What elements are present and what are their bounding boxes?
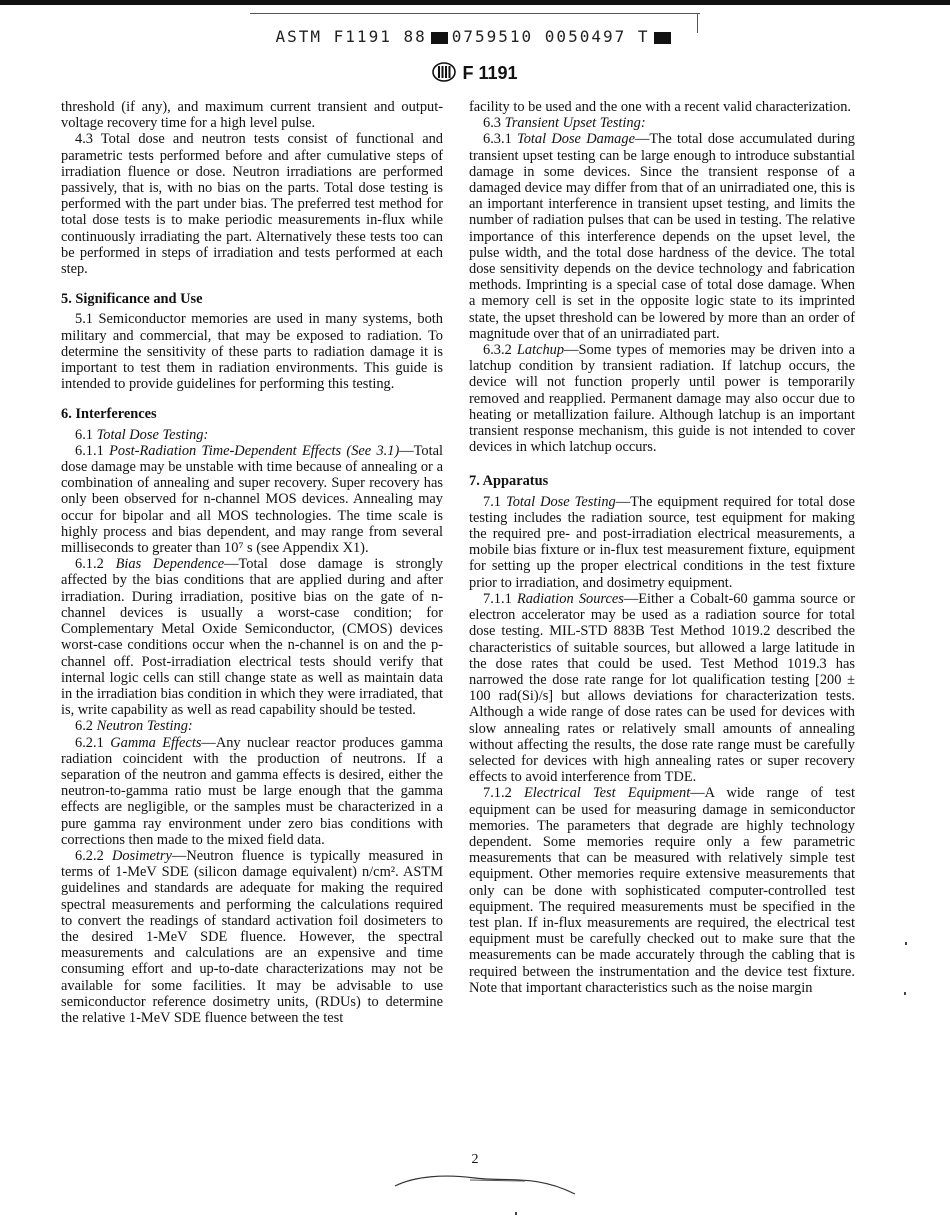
- scan-speck: [905, 942, 907, 945]
- subsection-title: Transient Upset Testing:: [504, 115, 646, 132]
- subsection-title: Latchup: [516, 342, 565, 359]
- subsection-text: —Neutron fluence is typically measured in terms of 1-MeV SDE (silicon damage equivalent) n/cm². ASTM guidelines and standards are adequate for making the required spectral measurements and performing the calculations required to convert the readings of standard activation foil dosimeters to the desired 1-MeV SDE fluence. However, the spectral measurements and calculations are an expensive and time consuming effort and up-to-date characterizations may not be available for some facilities. It may be advisable to use semiconductor reference dosimetry units, (RDUs) to determine the relative 1-MeV SDE fluence between the test: [61, 847, 443, 1026]
- subsection-paragraph: [61, 427, 443, 443]
- subsection-number: 6.2.2: [75, 847, 104, 864]
- subsection-text: —Any nuclear reactor produces gamma radiation coincident with the production of neutrons. If a separation of the neutron and gamma effects is desired, either the neutron-to-gamma ratio must be large enough that the gamma effects are negligible, or the samples must be characterized in a pure gamma ray environment under zero bias conditions with corrections then made to the mixed field data.: [61, 734, 443, 848]
- subsection-paragraph: [469, 342, 855, 455]
- standard-heading: [0, 62, 950, 84]
- document-code-part2: 0759510 0050497 T: [451, 27, 650, 46]
- subsection-paragraph: [61, 735, 443, 848]
- subsection-number: 7.1.1: [483, 590, 512, 607]
- document-code: [0, 27, 950, 46]
- top-border: [0, 0, 950, 5]
- subsection-text: —A wide range of test equipment can be used for measuring damage in semiconductor memories. The parameters that degrade are highly technology dependent. Some memories require only a few parametric measurements that can be measured with relatively simple test equipment. Other memories require extensive measurements that only can be done with sophisticated computer-controlled test equipment. The required measurements must be specified in the test plan. If in-flux measurements are required, the electrical test equipment must be carefully checked out to make sure that the measurements can be made accurately through the cabling that is required between the instrumentation and the device test fixture. Note that important characteristics such as the noise margin: [469, 785, 855, 996]
- subsection-title: Total Dose Damage: [517, 131, 635, 148]
- right-column: [469, 99, 855, 996]
- document-code-part1: ASTM F1191 88: [275, 27, 427, 46]
- pen-squiggle-mark: [385, 1168, 585, 1198]
- section-heading: 5. Significance and Use: [61, 291, 203, 308]
- header-rule: [250, 13, 700, 14]
- subsection-paragraph: [469, 131, 855, 342]
- subsection-text: —Either a Cobalt-60 gamma source or electron accelerator may be used as a radiation source for total dose testing. MIL-STD 883B Test Method 1019.2 described the characteristics of suitable sources, but allowed a large latitude in the dose rates that could be used. Test Method 1019.3 has narrowed the dose rate range for lot qualification testing [200 ± 100 rad(Si)/s] but allows deviations for characterization tests. Although a wide range of dose rates can be used for devices with slow annealing rates or relatively small amounts of annealing without affecting the results, the dose rate range must be carefully selected for devices with high annealing rates or super recovery effects to avoid interference from TDE.: [469, 590, 855, 786]
- subsection-number: 6.1: [75, 426, 93, 443]
- subsection-paragraph: [469, 591, 855, 785]
- subsection-title: Radiation Sources: [516, 590, 624, 607]
- subsection-paragraph: [61, 718, 443, 734]
- subsection-number: 6.1.2: [75, 556, 104, 573]
- subsection-number: 6.3: [483, 115, 501, 132]
- black-square-icon: [654, 32, 671, 44]
- subsection-title: Bias Dependence: [115, 556, 225, 573]
- subsection-paragraph: [469, 115, 855, 131]
- subsection-text: —The total dose accumulated during transient upset testing can be large enough to introduce substantial damage in some devices. Since the transient response of a damaged device may differ from that of an unirradiated one, this is an important interference in transient upset testing, and limits the number of radiation pulses that can be used in testing. The relative importance of this interference depends on the upset level, the pulse width, and the total dose hardness of the device. The total dose sensitivity depends on the device technology and fabrication methods. Imprinting is a special case of total dose damage. When a memory cell is set in the opposite logic state to its imprinted state, the upset threshold can be lowered by more than an order of magnitude over that of an unirradiated part.: [469, 131, 855, 342]
- scan-speck: [515, 1212, 517, 1215]
- subsection-number: 6.3.2: [483, 342, 512, 359]
- subsection-title: Total Dose Testing:: [96, 426, 209, 443]
- subsection-number: 6.1.1: [75, 442, 104, 459]
- page-number: 2: [471, 1152, 479, 1167]
- subsection-number: 6.3.1: [483, 131, 512, 148]
- paragraph: 4.3 Total dose and neutron tests consist of functional and parametric tests performed before and after cumulative steps of irradiation fluence or dose. Neutron irradiations are performed passively, that is, with no bias on the parts. Total dose testing is performed with the part under bias. The preferred test method for total dose tests is to make periodic measurements in-flux while continuously irradiating the part. Alternatively these tests too can be performed in steps of irradiation and tests performed at each step.: [61, 131, 443, 278]
- subsection-number: 6.2.1: [75, 734, 104, 751]
- subsection-text: —Some types of memories may be driven into a latchup condition by transient radiation. If latchup occurs, the device will not function properly until power is temporarily removed and reapplied. Permanent damage may also occur due to heating or metallization failure. Although latchup is an important transient response mechanism, this guide is not intended to cover devices in which latchup occurs.: [469, 342, 855, 456]
- astm-logo-icon: [432, 62, 456, 82]
- subsection-number: 6.2: [75, 718, 93, 735]
- black-square-icon: [431, 32, 448, 44]
- subsection-paragraph: [61, 848, 443, 1026]
- scan-speck: [904, 992, 906, 995]
- standard-number: F 1191: [462, 63, 518, 83]
- subsection-text: —The equipment required for total dose testing includes the radiation source, test equipment for making the required pre- and post-irradiation electrical measurements, a mobile bias fixture or in-flux test measurement fixture, equipment for setting up the proper electrical conditions in the test fixture prior to irradiation, and dosimetry equipment.: [469, 493, 855, 591]
- subsection-paragraph: [61, 556, 443, 718]
- subsection-text: —Total dose damage may be unstable with time because of annealing or a combination of annealing and super recovery. Super recovery has only been observed for n-channel MOS devices. Annealing may occur for bipolar and all MOS technologies. The time scale is highly process and bias dependent, and may range from several milliseconds to greater than 10⁷ s (see Appendix X1).: [61, 442, 444, 557]
- paragraph: 5.1 Semiconductor memories are used in many systems, both military and commercial, that may be exposed to radiation. To determine the sensitivity of these parts to radiation damage it is important to test them in radiation environments. This guide is intended to provide guidelines for performing this testing.: [61, 311, 443, 393]
- subsection-paragraph: [61, 443, 443, 556]
- subsection-title: Neutron Testing:: [96, 718, 193, 735]
- section-heading: 6. Interferences: [61, 406, 157, 423]
- subsection-title: Electrical Test Equipment: [524, 785, 691, 802]
- subsection-title: Post-Radiation Time-Dependent Effects (See 3.1): [109, 442, 400, 459]
- subsection-title: Gamma Effects: [110, 734, 202, 751]
- subsection-number: 7.1.2: [483, 785, 512, 802]
- left-column: [61, 99, 443, 1026]
- paragraph: facility to be used and the one with a recent valid characterization.: [469, 99, 851, 115]
- paragraph: threshold (if any), and maximum current transient and output-voltage recovery time for a high level pulse.: [61, 99, 443, 132]
- subsection-number: 7.1: [483, 493, 501, 510]
- subsection-title: Total Dose Testing: [506, 493, 616, 510]
- subsection-paragraph: [469, 494, 855, 591]
- section-heading: 7. Apparatus: [469, 473, 549, 490]
- subsection-paragraph: [469, 785, 855, 996]
- subsection-title: Dosimetry: [111, 847, 172, 864]
- subsection-text: —Total dose damage is strongly affected by the bias conditions that are applied during and after irradiation. During irradiation, positive bias on the gate of n-channel devices is usually a worst-case condition; for Complementary Metal Oxide Semiconductor, (CMOS) devices worst-case conditions occur when the n-channel is on and the p-channel off. Post-irradiation electrical tests should verify that internal logic cells can still change state as well as maintain data in the irradiation bias condition in which they were irradiated, that is, write capability as well as read capability should be tested.: [61, 556, 443, 719]
